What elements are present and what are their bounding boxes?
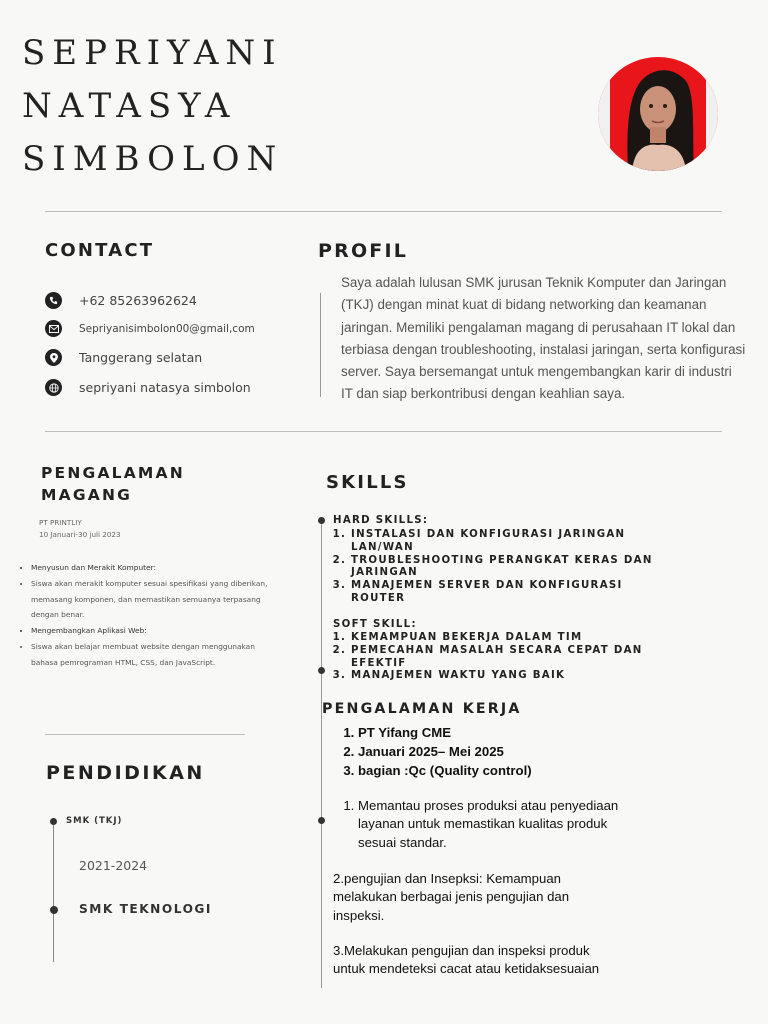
hard-skill-item: 3. MANAJEMEN SERVER DAN KONFIGURASI ROUTER: [351, 580, 671, 606]
pendidikan-title: PENDIDIKAN: [46, 762, 205, 784]
profil-title: PROFIL: [318, 240, 409, 262]
kerja-period: 2. Januari 2025– Mei 2025: [358, 743, 658, 762]
timeline-dot: [318, 517, 325, 524]
timeline-dot: [318, 667, 325, 674]
phone-number[interactable]: +62 85263962624: [79, 293, 197, 308]
name-line-3: SIMBOLON: [22, 139, 284, 179]
magang-item-body: • Siswa akan merakit komputer sesuai spesifikasi yang diberikan, memasang komponen, dan memastikan semuanya terpasang dengan benar.: [31, 576, 281, 623]
magang-item-head: • Menyusun dan Merakit Komputer:: [31, 560, 281, 576]
contact-location: [45, 349, 202, 366]
magang-title: [41, 462, 185, 506]
magang-title-line-1: PENGALAMAN: [41, 464, 185, 482]
email-icon: [45, 320, 62, 337]
globe-icon: [45, 379, 62, 396]
hard-skills-title: HARD SKILLS:: [333, 515, 429, 526]
location-text: Tanggerang selatan: [79, 350, 203, 365]
contact-title: CONTACT: [45, 240, 155, 261]
soft-skills-title: SOFT SKILL:: [333, 619, 417, 630]
profil-text: Saya adalah lulusan SMK jurusan Teknik Komputer dan Jaringan (TKJ) dengan minat kuat di bidang networking dan keamanan jaringan. Memiliki pengalaman magang di perusahaan IT lokal dan terbiasa dengan troubleshooting, instalasi jaringan, serta konfigurasi server. Saya bersemangat untuk mengembangkan karir di industri IT dan siap berkontribusi dengan keahlian saya.: [341, 275, 746, 402]
timeline-dot: [50, 906, 58, 914]
right-timeline: [321, 518, 322, 988]
school-2: SMK TEKNOLOGI: [79, 902, 212, 916]
pendidikan-timeline: [53, 822, 54, 962]
school-years: 2021-2024: [79, 858, 148, 873]
contact-email: [45, 320, 255, 337]
soft-skills-list: [333, 632, 671, 683]
hard-skills-list: [333, 529, 671, 606]
website-text[interactable]: sepriyani natasya simbolon: [79, 380, 251, 395]
skills-title: SKILLS: [326, 472, 409, 493]
profil-vertical-line: [320, 293, 321, 397]
divider-middle: [45, 431, 722, 432]
kerja-desc-list: [338, 797, 638, 852]
contact-website: [45, 379, 251, 396]
divider-pendidikan: [45, 734, 245, 735]
kerja-desc-3: 3.Melakukan pengujian dan inspeksi produk untuk mendeteksi cacat atau ketidaksesuaian: [333, 943, 600, 977]
hard-skill-item: 1. INSTALASI DAN KONFIGURASI JARINGAN LAN/WAN: [351, 529, 671, 555]
divider-top: [45, 211, 722, 212]
magang-period: 10 Januari-30 juli 2023: [39, 530, 121, 539]
name-line-1: SEPRIYANI: [22, 33, 283, 73]
magang-list: [17, 560, 281, 671]
profile-photo: [598, 57, 718, 171]
magang-title-line-2: MAGANG: [41, 486, 133, 504]
soft-skill-item: 3. MANAJEMEN WAKTU YANG BAIK: [351, 670, 671, 683]
email-address[interactable]: Sepriyanisimbolon00@gmail,com: [79, 322, 255, 335]
magang-company: PT PRINTLIY: [39, 518, 82, 527]
magang-item-body: • Siswa akan belajar membuat website dengan menggunakan bahasa pemrograman HTML, CSS, dan JavaScript.: [31, 639, 281, 671]
school-1: SMK (TKJ): [66, 816, 123, 826]
soft-skill-item: 2. PEMECAHAN MASALAH SECARA CEPAT DAN EFEKTIF: [351, 645, 671, 671]
kerja-company: 1. PT Yifang CME: [358, 724, 658, 743]
soft-skill-item: 1. KEMAMPUAN BEKERJA DALAM TIM: [351, 632, 671, 645]
timeline-dot: [50, 818, 57, 825]
timeline-dot: [318, 817, 325, 824]
phone-icon: [45, 292, 62, 309]
location-pin-icon: [45, 349, 62, 366]
kerja-info-list: [338, 724, 658, 780]
kerja-division: 3. bagian :Qc (Quality control): [358, 762, 658, 781]
contact-phone: [45, 292, 197, 309]
kerja-desc-2: 2.pengujian dan Insepksi: Kemampuan melakukan berbagai jenis pengujian dan inspeksi.: [333, 871, 570, 923]
name-line-2: NATASYA: [22, 86, 237, 126]
hard-skill-item: 2. TROUBLESHOOTING PERANGKAT KERAS DAN JARINGAN: [351, 555, 671, 581]
kerja-desc-1: 1. Memantau proses produksi atau penyediaan layanan untuk memastikan kualitas produk sesuai standar.: [358, 797, 638, 852]
magang-item-head: • Mengembangkan Aplikasi Web:: [31, 623, 281, 639]
kerja-title: PENGALAMAN KERJA: [322, 701, 522, 717]
